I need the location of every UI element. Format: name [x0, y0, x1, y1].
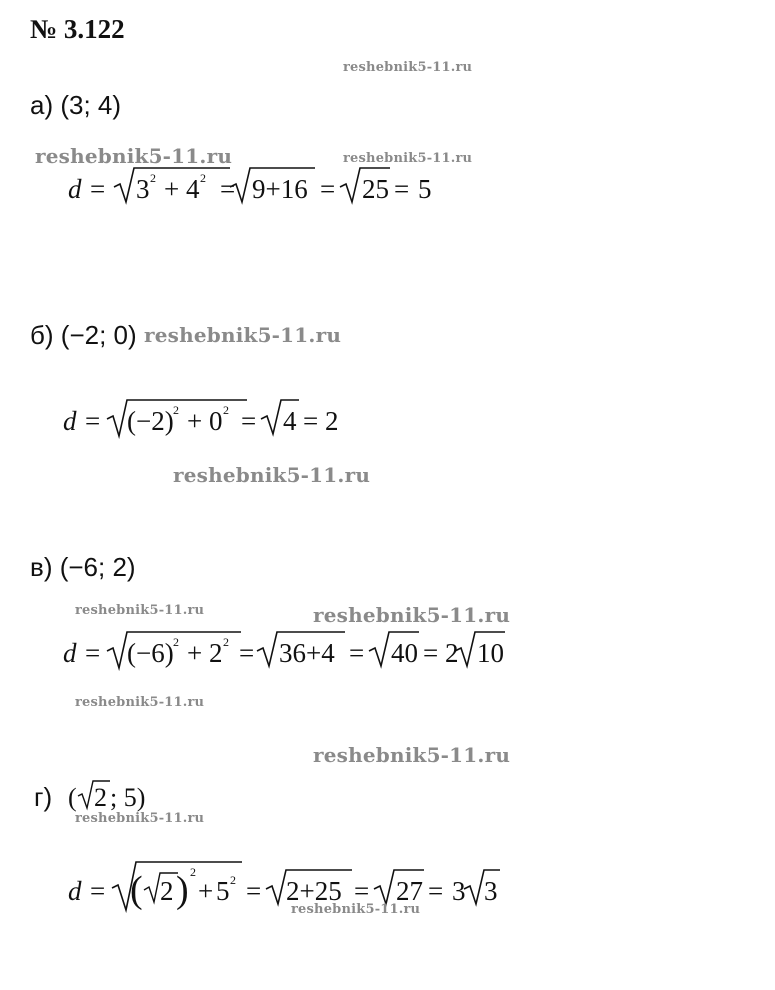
part-b-label: б) (−2; 0): [30, 320, 137, 350]
formula-radicand: 10: [477, 638, 504, 668]
formula-term: (−2): [127, 406, 174, 436]
part-b-point: (−2; 0): [60, 320, 137, 350]
formula-equals: =: [90, 876, 106, 906]
svg-text:=: =: [349, 638, 365, 668]
watermark: reshebnik5-11.ru: [144, 323, 342, 347]
watermark: reshebnik5-11.ru: [343, 60, 473, 75]
svg-text:=: =: [246, 876, 262, 906]
part-a-formula: [60, 160, 460, 210]
formula-result: 2: [325, 406, 339, 436]
svg-text:=: =: [239, 638, 255, 668]
formula-plus: +: [187, 406, 203, 436]
formula-equals: =: [85, 406, 101, 436]
formula-radicand: 9+16: [252, 174, 308, 204]
svg-text:2: 2: [94, 783, 107, 812]
formula-result: 5: [418, 174, 432, 204]
formula-term: 5: [216, 876, 230, 906]
svg-text:=: =: [428, 876, 444, 906]
formula-exponent: 2: [190, 865, 196, 879]
formula-exponent: 2: [223, 635, 229, 649]
watermark: reshebnik5-11.ru: [313, 603, 511, 627]
formula-equals: =: [90, 174, 106, 204]
watermark: reshebnik5-11.ru: [75, 811, 205, 826]
svg-text:=: =: [303, 406, 319, 436]
svg-text:=: =: [354, 876, 370, 906]
formula-d: d: [68, 174, 82, 204]
formula-radicand: 36+4: [279, 638, 335, 668]
formula-coefficient: 2: [445, 638, 459, 668]
formula-radicand: 27: [396, 876, 423, 906]
svg-text:=: =: [220, 174, 236, 204]
part-c-point: (−6; 2): [59, 552, 136, 582]
formula-exponent: 2: [173, 403, 179, 417]
svg-text:=: =: [423, 638, 439, 668]
formula-plus: +: [187, 638, 203, 668]
svg-text:=: =: [320, 174, 336, 204]
watermark: reshebnik5-11.ru: [35, 144, 233, 168]
svg-text:; 5): ; 5): [110, 783, 146, 812]
formula-d: d: [68, 876, 82, 906]
watermark: reshebnik5-11.ru: [291, 902, 421, 917]
formula-exponent: 2: [150, 171, 156, 185]
formula-plus: +: [198, 876, 214, 906]
formula-term: (−6): [127, 638, 174, 668]
svg-text:=: =: [241, 406, 257, 436]
formula-term: 3: [136, 174, 150, 204]
formula-radicand: 2+25: [286, 876, 342, 906]
part-a-point: (3; 4): [60, 90, 122, 120]
watermark: reshebnik5-11.ru: [173, 463, 371, 487]
watermark: reshebnik5-11.ru: [75, 695, 205, 710]
watermark: reshebnik5-11.ru: [313, 743, 511, 767]
formula-exponent: 2: [173, 635, 179, 649]
formula-exponent: 2: [230, 873, 236, 887]
formula-coefficient: 3: [452, 876, 466, 906]
part-c-label: в) (−6; 2): [30, 552, 136, 582]
svg-text:(: (: [68, 783, 77, 812]
part-d-label: г): [34, 782, 53, 812]
part-b-formula: [55, 392, 375, 442]
formula-term: 0: [209, 406, 223, 436]
formula-radicand: 4: [283, 406, 297, 436]
part-d-formula: [60, 854, 520, 914]
problem-number: № 3.122: [30, 14, 125, 44]
formula-term: 2: [160, 876, 174, 906]
part-c-formula: [55, 624, 535, 674]
formula-radicand: 3: [484, 876, 498, 906]
svg-text:(: (: [130, 869, 143, 911]
formula-equals: =: [85, 638, 101, 668]
part-a-label: а) (3; 4): [30, 90, 122, 120]
svg-text:=: =: [394, 174, 410, 204]
formula-exponent: 2: [223, 403, 229, 417]
formula-exponent: 2: [200, 171, 206, 185]
watermark: reshebnik5-11.ru: [343, 151, 473, 166]
formula-term: 4: [186, 174, 200, 204]
formula-term: 2: [209, 638, 223, 668]
watermark: reshebnik5-11.ru: [75, 603, 205, 618]
formula-d: d: [63, 406, 77, 436]
formula-plus: +: [164, 174, 180, 204]
formula-radicand: 25: [362, 174, 389, 204]
formula-d: d: [63, 638, 77, 668]
svg-text:): ): [176, 869, 189, 911]
part-d-point: [66, 776, 166, 816]
formula-radicand: 40: [391, 638, 418, 668]
